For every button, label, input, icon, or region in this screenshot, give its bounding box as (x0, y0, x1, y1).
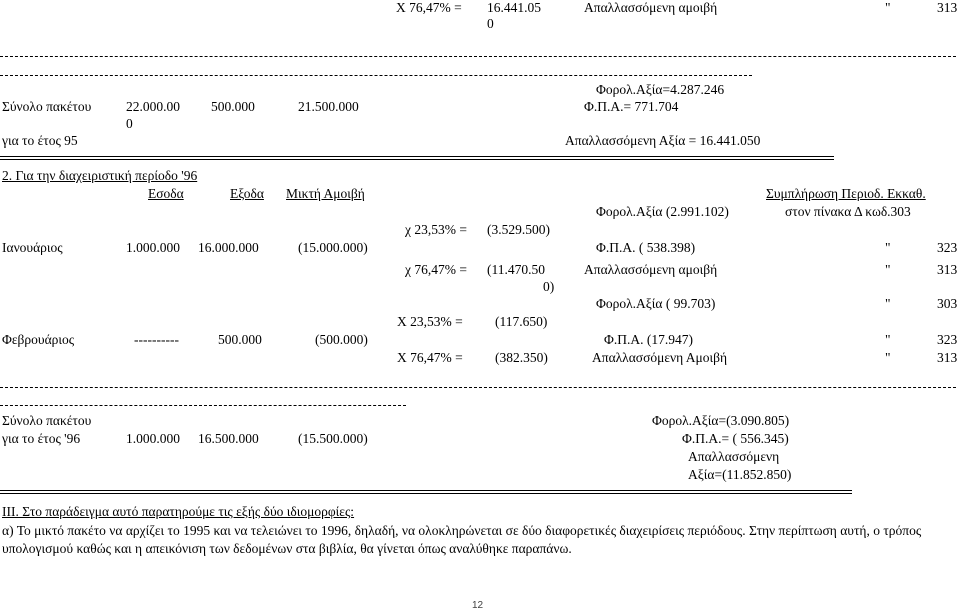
feb-vat: Φ.Π.Α. (17.947) (604, 332, 693, 347)
year-label-96: για το έτος '96 (2, 431, 81, 446)
jan-exempt-label: Απαλλασσόμενη αμοιβή (584, 262, 718, 277)
month-february: Φεβρουάριος (2, 332, 75, 347)
exempt-value: Απαλλασσόμενη Αξία = 16.441.050 (565, 133, 761, 148)
notes-paragraph-a: α) Το μικτό πακέτο να αρχίζει το 1995 και να τελειώνει το 1996, δηλαδή, να ολοκληρώνεται σε δύο διαφορετικές διαχειρίσεις περιόδους. Στην περίπτωση αυτή, ο τρόπος υπολογισμού καθώς και η απεικόνιση των δεδομένων στα βιβλία, θα γίνεται όπως αναλύθηκε παραπάνω. (2, 523, 922, 556)
ditto-mark: " (885, 240, 891, 255)
dashed-divider (0, 405, 406, 406)
exempt-label: Απαλλασσόμενη αμοιβή (584, 0, 718, 15)
gross-value: 21.500.000 (298, 99, 359, 114)
feb-taxable-value: Φορολ.Αξία ( 99.703) (596, 296, 716, 311)
jan-income: 1.000.000 (126, 240, 180, 255)
col-gross-header: Μικτή Αμοιβή (286, 186, 365, 201)
feb-rate-2: Χ 76,47% = (397, 350, 463, 365)
exempt-label-96: Απαλλασσόμενη (688, 449, 780, 464)
jan-rate-2-value: (11.470.50 (487, 262, 545, 277)
code-313: 313 (937, 350, 958, 365)
package-total-label: Σύνολο πακέτου (2, 99, 92, 114)
vat-value: Φ.Π.Α.= 771.704 (584, 99, 679, 114)
x-rate-label: X 76,47% = (396, 0, 462, 15)
double-divider (0, 490, 852, 494)
double-divider (0, 156, 834, 160)
exempt-amount-wrap: 0 (487, 16, 494, 31)
col-expenses-header: Εξοδα (230, 186, 264, 201)
ditto-mark: " (885, 332, 891, 347)
ditto-mark: " (885, 0, 891, 15)
col-fill-subheader: στον πίνακα Δ κωδ.303 (785, 204, 911, 219)
feb-rate-1-value: (117.650) (495, 314, 548, 329)
feb-income: ---------- (134, 332, 179, 347)
dashed-divider (0, 75, 752, 76)
exempt-amount: 16.441.05 (487, 0, 541, 15)
notes-heading: ΙΙΙ. Στο παράδειγμα αυτό παρατηρούμε τις εξής δύο ιδιομορφίες: (2, 504, 355, 519)
vat-96: Φ.Π.Α.= ( 556.345) (682, 431, 789, 446)
code-323: 323 (937, 240, 958, 255)
code-313: 313 (937, 0, 958, 15)
ditto-mark: " (885, 262, 891, 277)
code-313: 313 (937, 262, 958, 277)
expenses-value: 500.000 (211, 99, 255, 114)
feb-rate-1: Χ 23,53% = (397, 314, 463, 329)
jan-rate-2-value-wrap: 0) (543, 279, 555, 294)
month-january: Ιανουάριος (2, 240, 63, 255)
feb-gross: (500.000) (315, 332, 368, 347)
jan-rate-1-value: (3.529.500) (487, 222, 550, 237)
jan-vat: Φ.Π.Α. ( 538.398) (596, 240, 696, 255)
expenses-96: 16.500.000 (198, 431, 259, 446)
page-number: 12 (472, 600, 484, 611)
dashed-divider (0, 56, 956, 57)
feb-rate-2-value: (382.350) (495, 350, 548, 365)
code-303: 303 (937, 296, 958, 311)
feb-exempt-label: Απαλλασσόμενη Αμοιβή (592, 350, 728, 365)
col-fill-header: Συμπλήρωση Περιοδ. Εκκαθ. (766, 186, 926, 201)
year-label: για το έτος 95 (2, 133, 78, 148)
income-value-wrap: 0 (126, 116, 133, 131)
income-96: 1.000.000 (126, 431, 180, 446)
income-value: 22.000.00 (126, 99, 180, 114)
ditto-mark: " (885, 296, 891, 311)
feb-expenses: 500.000 (218, 332, 262, 347)
col-income-header: Εσοδα (148, 186, 184, 201)
jan-gross: (15.000.000) (298, 240, 368, 255)
gross-96: (15.500.000) (298, 431, 368, 446)
ditto-mark: " (885, 350, 891, 365)
jan-taxable-value: Φορολ.Αξία (2.991.102) (596, 204, 729, 219)
section-heading: 2. Για την διαχειριστική περίοδο '96 (2, 168, 198, 183)
jan-expenses: 16.000.000 (198, 240, 259, 255)
jan-rate-2: χ 76,47% = (405, 262, 467, 277)
dashed-divider (0, 387, 956, 388)
taxable-value-96: Φορολ.Αξία=(3.090.805) (652, 413, 790, 428)
package-total-label: Σύνολο πακέτου (2, 413, 92, 428)
code-323: 323 (937, 332, 958, 347)
exempt-value-96: Αξία=(11.852.850) (688, 467, 792, 482)
jan-rate-1: χ 23,53% = (405, 222, 467, 237)
taxable-value: Φορολ.Αξία=4.287.246 (596, 82, 725, 97)
